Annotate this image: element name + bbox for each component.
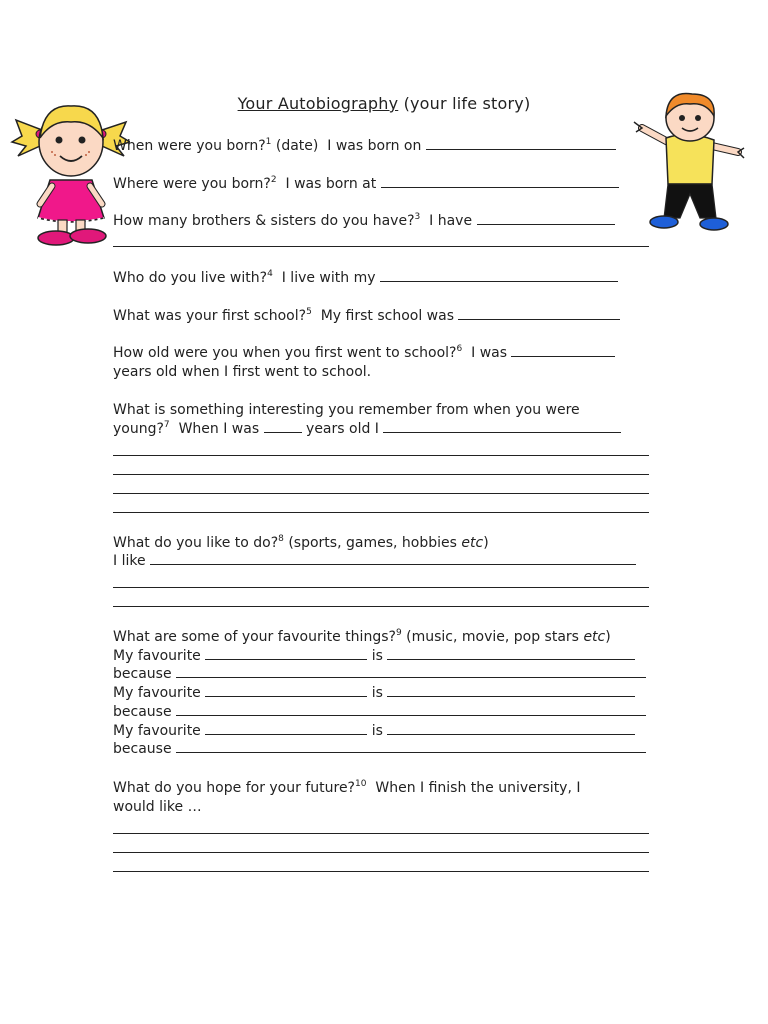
- q8-answer-line[interactable]: [113, 587, 649, 588]
- q7-answer-line[interactable]: [113, 512, 649, 513]
- q7-answer-prompt-b: years old I: [306, 421, 379, 437]
- q3-text: How many brothers & sisters do you have?: [113, 213, 415, 229]
- because-blank[interactable]: [176, 665, 646, 678]
- q3-answer-line[interactable]: [113, 246, 649, 247]
- q1-text: When were you born?: [113, 138, 266, 154]
- q10-line2-text: would like …: [113, 799, 202, 815]
- q10-number: 10: [355, 779, 367, 789]
- favourite-category-blank[interactable]: [205, 647, 367, 660]
- question-4: [113, 269, 653, 288]
- question-6-line2: [113, 363, 653, 382]
- q8-answer-line[interactable]: [113, 606, 649, 607]
- question-10: [113, 779, 653, 798]
- q5-answer-blank[interactable]: [458, 307, 620, 320]
- q6-text: How old were you when you first went to school?: [113, 345, 457, 361]
- favourite-item-blank[interactable]: [387, 684, 635, 697]
- title-main: Your Autobiography: [237, 94, 399, 113]
- favourite-is-label: is: [371, 648, 383, 664]
- favourite-row: [113, 684, 653, 703]
- favourite-is-label: is: [371, 685, 383, 701]
- favourite-is-label: is: [371, 723, 383, 739]
- q8-note-close: ): [483, 535, 489, 551]
- q7-answer-prompt-a: When I was: [178, 421, 260, 437]
- q4-number: 4: [267, 269, 273, 279]
- question-3: [113, 212, 653, 231]
- q9-note-etc: etc: [583, 629, 606, 645]
- favourite-label: My favourite: [113, 685, 201, 701]
- q9-note-close: ): [605, 629, 611, 645]
- because-row: [113, 665, 653, 684]
- q4-text: Who do you live with?: [113, 270, 268, 286]
- q6-line2-text: years old when I first went to school.: [113, 364, 372, 380]
- q8-note-etc: etc: [461, 535, 484, 551]
- q6-answer-prompt: I was: [471, 345, 508, 361]
- q10-answer-line[interactable]: [113, 833, 649, 834]
- because-row: [113, 703, 653, 722]
- question-1: [113, 137, 653, 156]
- q2-answer-prompt: I was born at: [285, 176, 377, 192]
- question-2: [113, 175, 653, 194]
- q7-age-blank[interactable]: [264, 420, 302, 433]
- question-5: [113, 307, 653, 326]
- q2-answer-blank[interactable]: [381, 175, 619, 188]
- q7-answer-line[interactable]: [113, 493, 649, 494]
- q1-note: (date): [275, 138, 319, 154]
- q1-answer-blank[interactable]: [426, 137, 616, 150]
- q8-text: What do you like to do?: [113, 535, 279, 551]
- q7-answer-blank[interactable]: [383, 420, 621, 433]
- because-blank[interactable]: [176, 703, 646, 716]
- q9-text: What are some of your favourite things?: [113, 629, 396, 645]
- favourite-row: [113, 722, 653, 741]
- because-blank[interactable]: [176, 740, 646, 753]
- favourite-label: My favourite: [113, 648, 201, 664]
- q6-number: 6: [456, 344, 463, 354]
- q8-answer-prompt: I like: [113, 553, 146, 569]
- q7-answer-line[interactable]: [113, 455, 649, 456]
- question-10-line2: [113, 798, 653, 817]
- q7-text: What is something interesting you remember from when you were: [113, 402, 580, 418]
- question-8: [113, 534, 653, 553]
- because-label: because: [113, 741, 172, 757]
- q5-number: 5: [306, 307, 312, 317]
- page-title: [0, 94, 768, 113]
- question-8-answer: [113, 552, 653, 571]
- q5-answer-prompt: My first school was: [320, 308, 454, 324]
- q1-answer-prompt: I was born on: [327, 138, 422, 154]
- because-label: because: [113, 666, 172, 682]
- q3-number: 3: [414, 212, 421, 222]
- question-9: [113, 628, 653, 647]
- q7-number: 7: [163, 420, 170, 430]
- favourite-item-blank[interactable]: [387, 722, 635, 735]
- q6-answer-blank[interactable]: [511, 344, 615, 357]
- q8-number: 8: [278, 534, 284, 544]
- favourite-label: My favourite: [113, 723, 201, 739]
- q10-answer-prompt: When I finish the university, I: [375, 780, 581, 796]
- q7-text-line2: young?: [113, 421, 164, 437]
- q1-number: 1: [265, 137, 272, 147]
- favourite-item-blank[interactable]: [387, 647, 635, 660]
- q3-answer-prompt: I have: [429, 213, 473, 229]
- girl-illustration: [10, 100, 130, 248]
- q9-note: (music, movie, pop stars: [406, 629, 579, 645]
- title-sub: (your life story): [403, 94, 531, 113]
- because-row: [113, 740, 653, 759]
- q8-note: (sports, games, hobbies: [288, 535, 457, 551]
- because-label: because: [113, 704, 172, 720]
- favourite-category-blank[interactable]: [205, 722, 367, 735]
- question-7-line2: [113, 420, 653, 439]
- q7-answer-line[interactable]: [113, 474, 649, 475]
- favourite-category-blank[interactable]: [205, 684, 367, 697]
- question-6: [113, 344, 653, 363]
- q10-answer-line[interactable]: [113, 871, 649, 872]
- q4-answer-prompt: I live with my: [281, 270, 376, 286]
- q9-number: 9: [395, 628, 402, 638]
- q8-answer-blank[interactable]: [150, 552, 636, 565]
- q2-number: 2: [270, 175, 277, 185]
- q3-answer-blank[interactable]: [477, 212, 615, 225]
- question-7: [113, 401, 653, 420]
- q5-text: What was your first school?: [113, 308, 307, 324]
- q10-text: What do you hope for your future?: [113, 780, 355, 796]
- q4-answer-blank[interactable]: [380, 269, 618, 282]
- q2-text: Where were you born?: [113, 176, 271, 192]
- favourite-row: [113, 647, 653, 666]
- q10-answer-line[interactable]: [113, 852, 649, 853]
